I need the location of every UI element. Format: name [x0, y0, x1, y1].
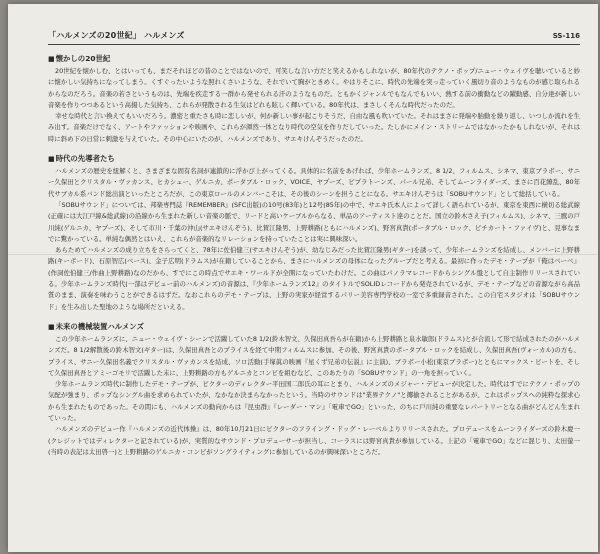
- document-title: 「ハルメンズの20世紀」 ハルメンズ: [48, 31, 185, 40]
- liner-notes-sheet: [8, 4, 598, 552]
- section-paragraph: この少年ホームランズに、ニュー・ウェイヴ・シーンで活躍していた8 1/2(鈴木智文、久保田真吾らが在籍)から上野耕路と泉水敏郎(ドラムス)とが合流して形で結成されたのがハルメンズだ。8 1/2解散後の鈴木智文(ギター)は、久保田真吾とのプライスを経て中期フィルムスに参加、その後、野宮真貴のポータブル・ロックを結成し、久保田真吾(ヴォーカル)の方も、プライス、サニー久保田名義でクリスタル・ヴァカンスを結成、ソロ活動(手塚眞の映画『星くず兄弟の伝説』に主演)、ブラボー小松(東京ブラボー)とともにマックス・ビートを、そして久保田真吾とアミーゴモリで活躍した末に、上野耕路の方もゲルニカとコンビを組むなど、このあたりの「SOBUサウンド」の一角を担っていく。: [48, 334, 580, 377]
- catalog-number: SS-116: [552, 32, 580, 40]
- document-header: [48, 30, 580, 45]
- section-heading: ■ 懐かしの20世紀: [48, 53, 580, 64]
- section-paragraph: ハルメンズの歴史を紐解くと、さまざまな固有名詞が連鎖的に浮かび上がってくる。具体的に名前をあげれば、少年ホームランズ、8 1/2、フィルムス、シネマ、東京ブラボー、サニー久保田とクリスタル・ヴァカンス、ヒカシュー、ゲルニカ、ポータブル・ロック、VOICE、ヤプーズ、ピプラトーンズ、パール兄弟、そしてムーンライダーズ、まさに百花繚乱、80年代サブカル系バンド総出演といったところだが、この東京ロールのメンバーこそは、その後のシーンを担うことになる。サエキけんぞうは「SOBUサウンド」として総括している。: [48, 167, 580, 198]
- document-body: [48, 30, 580, 458]
- section-paragraph: ハルメンズのデビュー作『ハルメンズの近代体操』は、80年10月21日にビクターのフライング・ドッグ・レーベルよりリリースされた。プロデュースをムーンライダーズの鈴木慶一(クレジットではディレクターと記されている)が、実質的なサウンド・プロデューサーが担当し、コーラスには野宮真貴が参加している。上記の「電車でGO」などに混じり、太田螢一(当時の表記は太田啓一)と上野耕路のゲルニカ・コンビがソングライティングに参加しているのが興味深いところだ。: [48, 425, 580, 456]
- section-paragraph: 少年ホームランズ時代に制作したデモ・テープが、ビクターのディレクター平田国二郎氏の耳にとまり、ハルメンズのメジャー・デビューが決定した。時代はすでにテクノ・ポップの気配が強まり、ポップなシングル曲を求められていたが、なかなか決まらなかったという。当時のサウンドは"業界テクノ"と揶揄されることがあるが、これはポップスへの純粋な探求心から生まれたものであった。その間にも、ハルメンズの動向からは『昆虫群』『レーダー・マン』「電車でGO」といった、のちに戸川純の重要なレパートリーとなる曲がどんどん生まれていった。: [48, 380, 580, 423]
- section-heading: ■ 未来の機械装置ハルメンズ: [48, 321, 580, 332]
- section-paragraph: あらためてハルメンズの成り立ちをさらってくと、78年に佐伯健三(サエキけんぞう)が、幼なじみだった比賀江隆男(ギター)を誘って、少年ホームランズを結成し、メンバーに上野耕路(キーボード)、石原智広(ベース)、金子広明(ドラムス)が在籍していることから、まさにハルメンズの母体になったグループだと考える。最初に作ったデモ・テープが『俺はベーベ』(作詞佐伯健三/作曲上野耕路)なのだから、すでにこの時点でサエキ・ワールドが全開になっていたわけだ。この曲はパノラマレコードからシングル盤として自主制作リリースされている。少年ホームランズ時代(一部はデビュー前のハルメンズ)の音源は、『少年ホームランズ12』のタイトルでSOLIDレコードから発売されているが、デモ・テープなどの音源ながら高品質のまま、演奏を味わうことができるはずだ。なおこれらのデモ・テープは、上野の実家が経営するパリー美容専門学校の一室で多重録音された。この自宅スタジオは「SOBUサウンド」を生み出した聖地のような場所だといえる。: [48, 246, 580, 311]
- section-paragraph: 「SOBUサウンド」については、邦楽専門誌『REMEMBER』(SFC出版)の10号(83年)と12号(85年)の中で、サエキ氏本人によって詳しく語られているが、東京を東西に横切る総武線(正確には大江戸線&総武線)の沿線から生まれた新しい音楽の脈で、リードと高いケーブルからなる、単品のアーティスト達のことだ。国立の鈴木さえ子(フィルムス)、シネマ、三鷹の戸川純(ゲルニカ、ヤプーズ)、そして市川・千葉の沖山(サエキけんぞう)、比賀江隆男、上野耕路(ともにハルメンズ)、野宮真貴(ポータブル・ロック、ピチカート・ファイヴ)と、見事なまでに驚かっている。単純な偶然とはいえ、これらが音楽的なリレーションを持っていたことは実に興味深い。: [48, 200, 580, 243]
- section-paragraph: 幸せな時代と言い換えてもいいだろう。濃密と重たさも時に恋しいが、何か新しい事が起こりそうだ、自由な風も吹いていた。それはまさに発端や胎動を繰り返し、いつしか流れを生み出す。音楽だけでなく、アートやファッションや映画や、これらが渾然一体となり時代の空気を作りだしていった。たしかにメイン・ストリームではなかったかもしれないが、それは時に斜め下の日常に刺激を与えていた。その中心にいたのが、ハルメンズであり、サエキけんぞうだったのだ。: [48, 112, 580, 143]
- section-paragraph: 20世紀を懐かしむ、とはいっても、まだそれほどの昔のことではないので、可笑しな言い方だと笑えるかもしれないが、80年代のテクノ・ポップ/ニュー・ウェイヴを聴いていると妙に懐かしい気持ちになってしまう。くすぐったいような照れくさいような、それでいて胸がときめく。やはりそこに、時代の先端を突っ走っていく風切り音のようなものが感じ取られるからなのだろう。音楽の若さというものは、先端を疾走する一群から発せられる汗のようなものだ。ともかくジャンルでもなんでもいい、熱する前の衝動などの躍動感、自分達が新しい音楽を作りつつあるという高揚した気持ち、これらが発散される生気はどれも眩しく輝いている。80年代は、まさしくそんな時代だったのだ。: [48, 67, 580, 109]
- section-heading: ■ 時代の先導者たち: [48, 153, 580, 164]
